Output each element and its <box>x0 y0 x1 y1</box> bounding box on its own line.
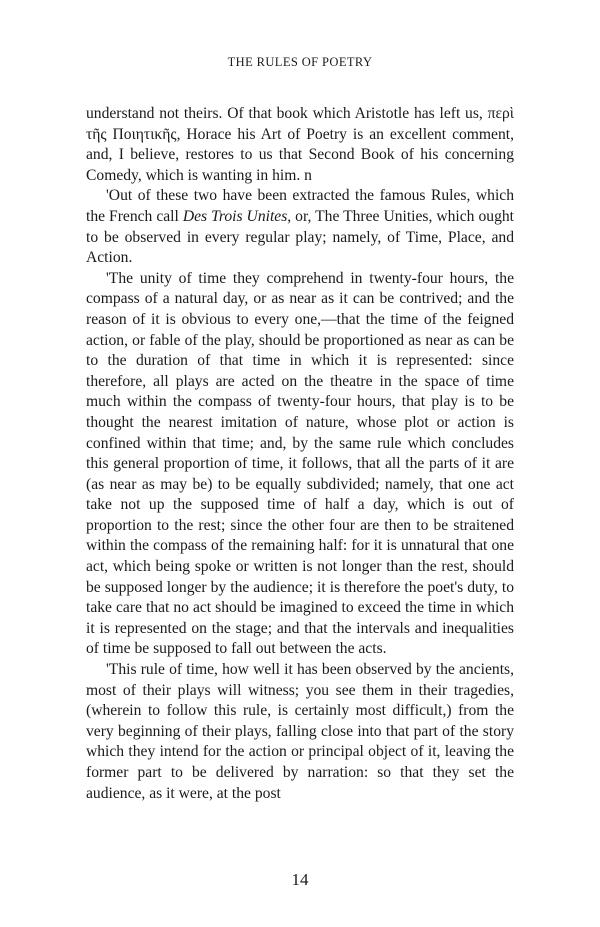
paragraph-4 <box>86 660 514 804</box>
page-number: 14 <box>291 870 309 889</box>
paragraph-2-italic-term: Des Trois Unites <box>182 207 288 225</box>
paragraph-3-text: 'The unity of time they comprehend in twenty-four hours, the compass of a natural day, or as near as it can be contrived; and the reason of it is obvious to every one,—that the time of the feigned action, or fable of the play, should be proportioned as near as can be to the duration of that time in which it is represented: since therefore, all plays are acted on the theatre in the space of time much within the compass of twenty-four hours, that play is to be thought the nearest imitation of nature, whose plot or action is confined within that time; and, by the same rule which concludes this general proportion of time, it follows, that all the parts of it are (as near as may be) to be equally subdivided; namely, that one act take not up the supposed time of half a day, which is out of proportion to the rest; since the other four are then to be straitened within the compass of the remaining half: for it is unnatural that one act, which being spoke or written is not longer than the rest, should be supposed longer by the audience; it is therefore the poet's duty, to take care that no act should be imagined to exceed the time in which it is represented on the stage; and that the intervals and inequalities of time be supposed to fall out between the acts. <box>86 269 514 658</box>
running-head: THE RULES OF POETRY <box>227 55 373 69</box>
paragraph-3 <box>86 269 514 660</box>
paragraph-2 <box>86 186 514 268</box>
body-text <box>86 104 514 804</box>
paragraph-2-text-a: 'Out of these two have been extracted the famous Rules, which the French call <box>86 187 514 225</box>
paragraph-1 <box>86 104 514 186</box>
paragraph-2-text-b: , or, The Three Unities, which ought to be observed in every regular play; namely, of Time, Place, and Action. <box>86 207 514 267</box>
paragraph-1-text: understand not theirs. Of that book which Aristotle has left us, περὶ τῆς Ποιητικῆς, Horace his Art of Poetry is an excellent comment, and, I believe, restores to us that Second Book of his concerning Comedy, which is wanting in him. n <box>86 105 514 184</box>
paragraph-4-text: 'This rule of time, how well it has been observed by the ancients, most of their plays will witness; you see them in their tragedies, (wherein to follow this rule, is certainly most difficult,) from the very beginning of their plays, falling close into that part of the story which they intend for the action or principal object of it, leaving the former part to be delivered by narration: so that they set the audience, as it were, at the post <box>86 661 514 802</box>
